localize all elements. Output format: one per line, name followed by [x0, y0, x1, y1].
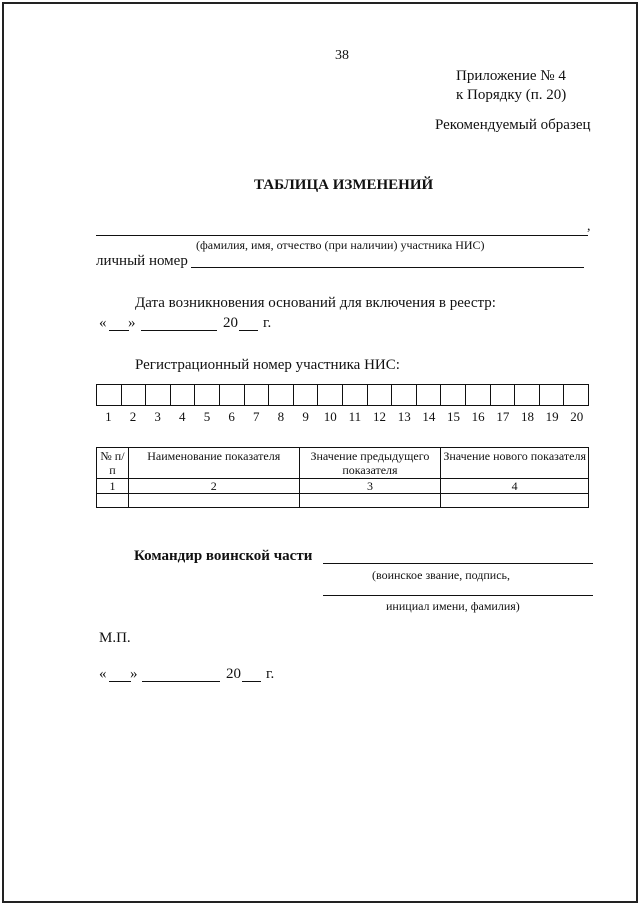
reg-cell-number: 20 [570, 409, 584, 424]
reg-cell [269, 385, 294, 405]
reg-cell-number: 15 [447, 409, 461, 424]
table-cell: 1 [97, 479, 129, 494]
reg-cell-number: 7 [253, 409, 260, 424]
reg-cell-number: 16 [471, 409, 485, 424]
page-number: 38 [335, 48, 349, 63]
reg-number-label: Регистрационный номер участника НИС: [135, 357, 400, 373]
reg-cell-number: 5 [203, 409, 211, 424]
reg-cell [318, 385, 343, 405]
header-indicator-name: Наименование показателя [128, 448, 299, 479]
date2-open-quote: « [99, 666, 107, 682]
reg-cell [392, 385, 417, 405]
reg-cell [417, 385, 442, 405]
commander-label: Командир воинской части [134, 548, 313, 564]
table-cell: 4 [441, 479, 589, 494]
table-cell [128, 494, 299, 508]
table-row [97, 494, 589, 508]
date1-year-line [239, 330, 258, 331]
reg-cell-number: 3 [154, 409, 161, 424]
name-comma: , [587, 219, 591, 234]
personal-number-label: личный номер [96, 253, 188, 269]
reg-cell-number: 11 [348, 409, 362, 424]
reg-cell [294, 385, 319, 405]
signature-caption-1: (воинское звание, подпись, [372, 568, 511, 582]
reg-cell [171, 385, 196, 405]
date1-close-quote: » [128, 315, 136, 331]
reg-cell [491, 385, 516, 405]
reg-cell-number: 8 [277, 409, 285, 424]
table-cell [441, 494, 589, 508]
date1-open-quote: « [99, 315, 107, 331]
signature-line-1 [323, 563, 593, 564]
appendix-line2: к Порядку (п. 20) [456, 87, 567, 103]
date1-month-line [141, 330, 217, 331]
reg-cell-number: 13 [397, 409, 411, 424]
reg-cell [97, 385, 122, 405]
name-line [96, 235, 588, 236]
table-cell: 2 [128, 479, 299, 494]
document-page [2, 2, 638, 903]
reg-cell [540, 385, 565, 405]
reg-cell-number: 6 [228, 409, 235, 424]
table-cell: 3 [299, 479, 441, 494]
reg-cell [245, 385, 270, 405]
changes-table [96, 447, 589, 508]
reg-cell-number: 12 [373, 409, 387, 424]
personal-number-line [191, 267, 584, 268]
reg-cell [343, 385, 368, 405]
reg-cell-number: 14 [422, 409, 436, 424]
reg-cell-number: 19 [545, 409, 559, 424]
table-cell [299, 494, 441, 508]
stamp-place: М.П. [99, 630, 131, 646]
appendix-line1: Приложение № 4 [456, 68, 566, 84]
reg-cell [146, 385, 171, 405]
signature-caption-2: инициал имени, фамилия) [386, 599, 520, 613]
header-number: № п/п [97, 448, 129, 479]
reg-cell-number: 9 [302, 409, 309, 424]
date2-year-line [242, 681, 261, 682]
reg-cell [220, 385, 245, 405]
header-new-value: Значение нового показателя [441, 448, 589, 479]
reg-cell [122, 385, 147, 405]
date2-year-suffix: г. [266, 666, 275, 682]
reg-cell-numbers [96, 409, 589, 425]
reg-number-cells [96, 384, 589, 406]
reg-cell [195, 385, 220, 405]
document-title: ТАБЛИЦА ИЗМЕНЕНИЙ [254, 177, 434, 193]
date2-close-quote: » [130, 666, 138, 682]
reg-cell [515, 385, 540, 405]
reg-cell-number: 2 [129, 409, 137, 424]
reg-cell [564, 385, 588, 405]
reg-cell [368, 385, 393, 405]
date1-year-suffix: г. [263, 315, 272, 331]
table-header-row [97, 448, 589, 479]
date-grounds-label: Дата возникновения оснований для включения в реестр: [135, 295, 496, 311]
table-cell [97, 494, 129, 508]
date1-year-prefix: 20 [223, 315, 238, 331]
recommended-sample: Рекомендуемый образец [435, 117, 591, 133]
reg-cell [441, 385, 466, 405]
table-row [97, 479, 589, 494]
header-previous-value: Значение предыдущего показателя [299, 448, 441, 479]
reg-cell-number: 4 [179, 409, 186, 424]
name-caption: (фамилия, имя, отчество (при наличии) участника НИС) [196, 238, 485, 252]
reg-cell-number: 17 [496, 409, 510, 424]
signature-line-2 [323, 595, 593, 596]
date2-year-prefix: 20 [226, 666, 241, 682]
reg-cell-number: 1 [105, 409, 112, 424]
reg-cell-number: 18 [520, 409, 534, 424]
date2-day-line [109, 681, 131, 682]
reg-cell-number: 10 [323, 409, 337, 424]
reg-cell [466, 385, 491, 405]
date1-day-line [109, 330, 129, 331]
date2-month-line [142, 681, 220, 682]
